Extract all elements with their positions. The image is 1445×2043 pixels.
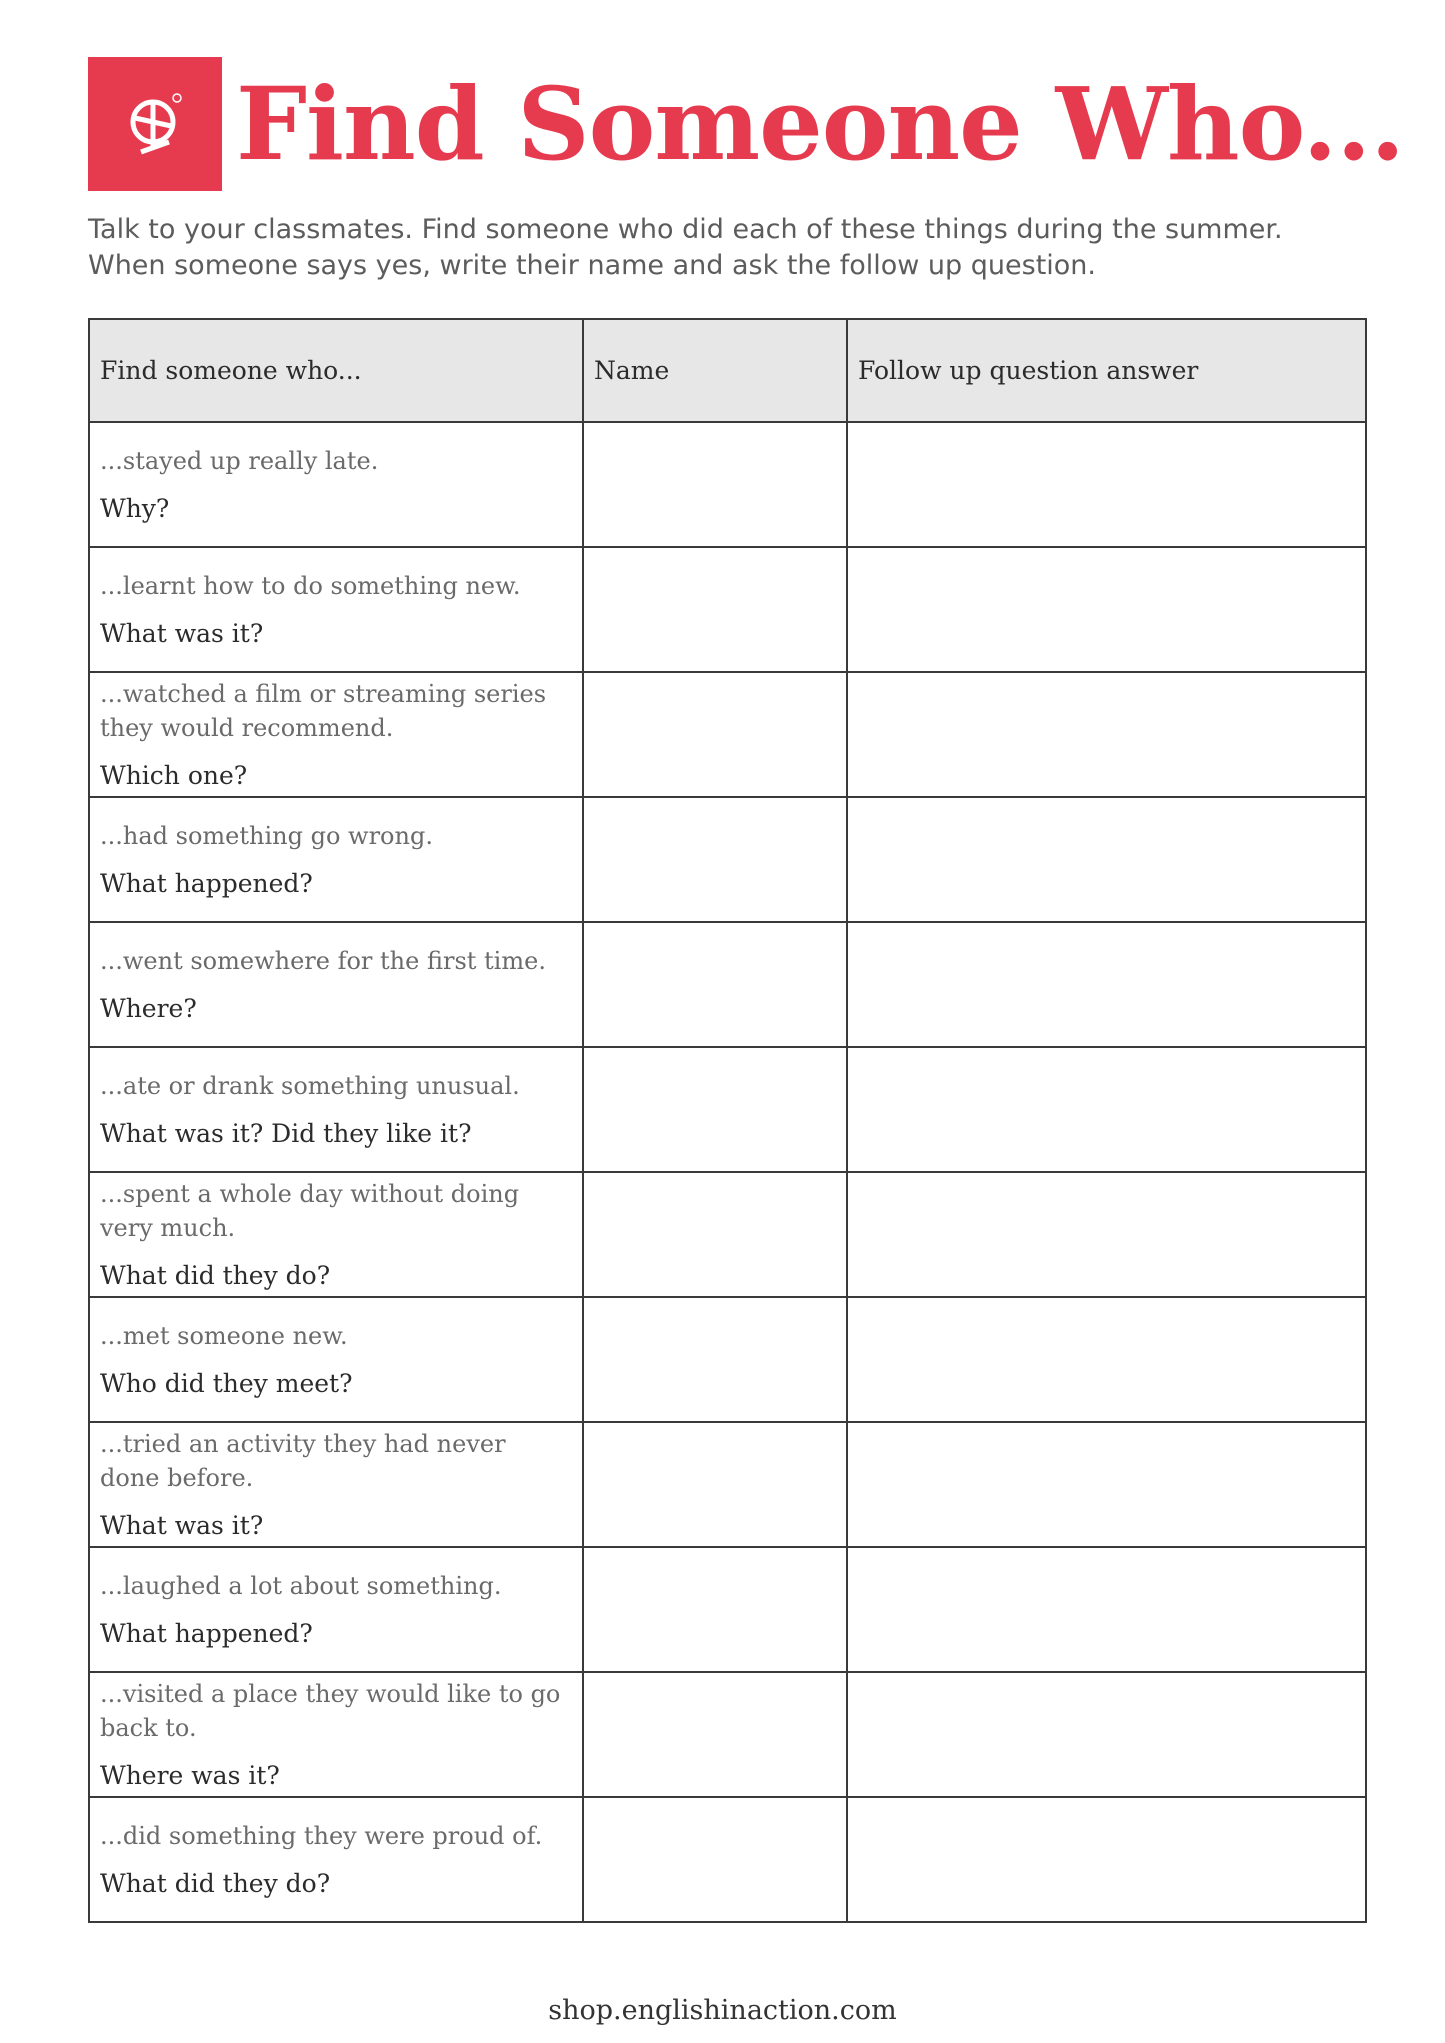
name-cell[interactable] (583, 922, 847, 1047)
follow-up-question: What happened? (100, 1618, 313, 1648)
table-row (89, 547, 1366, 672)
prompt-cell (89, 1172, 583, 1297)
prompt-text: ...visited a place they would like to go back to. (100, 1679, 561, 1742)
answer-cell[interactable] (847, 1547, 1366, 1672)
prompt-text: ...stayed up really late. (100, 446, 379, 475)
follow-up-question: Who did they meet? (100, 1368, 353, 1398)
table-row (89, 1422, 1366, 1547)
prompt-cell (89, 547, 583, 672)
answer-cell[interactable] (847, 422, 1366, 547)
follow-up-question: What was it? (100, 618, 264, 648)
name-cell[interactable] (583, 1422, 847, 1547)
prompt-text: ...met someone new. (100, 1321, 348, 1350)
prompt-cell (89, 1422, 583, 1547)
table-row (89, 1547, 1366, 1672)
page-title: Find Someone Who... (236, 65, 1405, 183)
prompt-cell (89, 797, 583, 922)
answer-cell[interactable] (847, 1672, 1366, 1797)
answer-cell[interactable] (847, 1172, 1366, 1297)
footer-url: shop.englishinaction.com (548, 1995, 897, 2026)
prompt-cell (89, 1547, 583, 1672)
brand-logo (88, 57, 222, 191)
table-row (89, 1797, 1366, 1922)
table-header-row (89, 319, 1366, 422)
column-header-find-someone-who: Find someone who... (89, 319, 583, 422)
prompt-text: ...went somewhere for the first time. (100, 946, 546, 975)
prompt-text: ...learnt how to do something new. (100, 571, 521, 600)
name-cell[interactable] (583, 1797, 847, 1922)
name-cell[interactable] (583, 797, 847, 922)
prompt-cell (89, 922, 583, 1047)
page-header (88, 57, 1404, 191)
name-cell[interactable] (583, 1672, 847, 1797)
name-cell[interactable] (583, 1172, 847, 1297)
follow-up-question: Which one? (100, 760, 248, 790)
answer-cell[interactable] (847, 1047, 1366, 1172)
instructions-line-2: When someone says yes, write their name and ask the follow up question. (88, 250, 1096, 281)
prompt-text: ...had something go wrong. (100, 821, 433, 850)
name-cell[interactable] (583, 1297, 847, 1422)
table-row (89, 922, 1366, 1047)
prompt-cell (89, 422, 583, 547)
table-row (89, 1672, 1366, 1797)
follow-up-question: What did they do? (100, 1868, 331, 1898)
prompt-text: ...laughed a lot about something. (100, 1571, 502, 1600)
answer-cell[interactable] (847, 1297, 1366, 1422)
table-row (89, 1297, 1366, 1422)
prompt-text: ...did something they were proud of. (100, 1821, 543, 1850)
instructions (88, 212, 1368, 284)
english-in-action-logo-icon (115, 84, 195, 164)
name-cell[interactable] (583, 1047, 847, 1172)
column-header-follow-up-answer: Follow up question answer (847, 319, 1366, 422)
table-row (89, 797, 1366, 922)
follow-up-question: Where? (100, 993, 197, 1023)
name-cell[interactable] (583, 1547, 847, 1672)
instructions-line-1: Talk to your classmates. Find someone who did each of these things during the summer. (88, 214, 1283, 245)
prompt-text: ...ate or drank something unusual. (100, 1071, 520, 1100)
table-row (89, 422, 1366, 547)
follow-up-question: Where was it? (100, 1760, 280, 1790)
answer-cell[interactable] (847, 547, 1366, 672)
prompt-cell (89, 1297, 583, 1422)
name-cell[interactable] (583, 422, 847, 547)
follow-up-question: What happened? (100, 868, 313, 898)
prompt-cell (89, 672, 583, 797)
answer-cell[interactable] (847, 672, 1366, 797)
prompt-cell (89, 1047, 583, 1172)
answer-cell[interactable] (847, 1797, 1366, 1922)
table-row (89, 1047, 1366, 1172)
prompt-cell (89, 1672, 583, 1797)
answer-cell[interactable] (847, 797, 1366, 922)
answer-cell[interactable] (847, 1422, 1366, 1547)
answer-cell[interactable] (847, 922, 1366, 1047)
prompt-text: ...watched a film or streaming series they would recommend. (100, 679, 547, 742)
name-cell[interactable] (583, 672, 847, 797)
follow-up-question: What did they do? (100, 1260, 331, 1290)
prompt-text: ...tried an activity they had never done before. (100, 1429, 506, 1492)
follow-up-question: What was it? Did they like it? (100, 1118, 472, 1148)
prompt-cell (89, 1797, 583, 1922)
table-row (89, 672, 1366, 797)
table-row (89, 1172, 1366, 1297)
name-cell[interactable] (583, 547, 847, 672)
column-header-name: Name (583, 319, 847, 422)
find-someone-who-table (88, 318, 1367, 1923)
follow-up-question: Why? (100, 493, 170, 523)
prompt-text: ...spent a whole day without doing very much. (100, 1179, 520, 1242)
follow-up-question: What was it? (100, 1510, 264, 1540)
